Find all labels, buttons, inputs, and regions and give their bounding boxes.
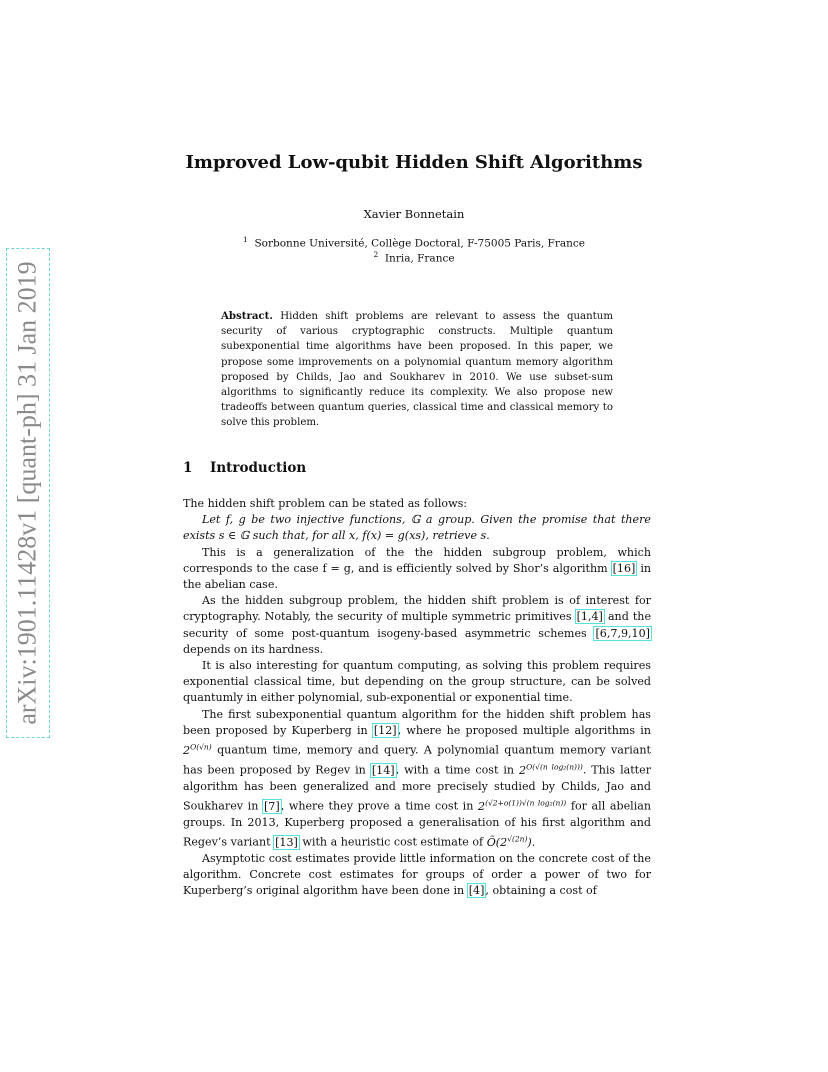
arxiv-identifier: arXiv:1901.11428v1 [quant-ph] 31 Jan 2019 xyxy=(13,261,43,725)
math-close: ). xyxy=(527,835,536,849)
body-text xyxy=(183,496,651,900)
math-base: 2 xyxy=(478,799,486,813)
affiliation-1 xyxy=(0,235,828,250)
text-span: Asymptotic cost estimates provide little information on the concrete cost of the algorithm. Concrete cost estimates for groups of order a power of two for Kuperberg’s original algorithm have been done in xyxy=(183,852,651,898)
math-expression xyxy=(519,761,583,777)
citation-link[interactable]: [7] xyxy=(263,799,280,813)
math-base: Õ(2 xyxy=(486,835,508,849)
math-base: 2 xyxy=(183,743,191,757)
paragraph: The hidden shift problem can be stated as follows: xyxy=(183,497,468,510)
paragraph xyxy=(183,593,651,658)
author-name: Xavier Bonnetain xyxy=(363,207,465,221)
paragraph xyxy=(183,707,651,851)
affiliation-2 xyxy=(0,250,828,265)
math-exponent: O(√(n log₂(n))) xyxy=(526,761,583,771)
text-span: and the security of some post-quantum isogeny-based asymmetric schemes xyxy=(183,610,652,640)
citation-link[interactable]: [4] xyxy=(468,884,485,898)
text-span: with a heuristic cost estimate of xyxy=(302,835,484,849)
section-title: Introduction xyxy=(210,460,307,476)
problem-statement: Let f, g be two injective functions, 𝔾 a group. Given the promise that there exists s ∈ 𝔾 such that, for all x, f(x) = g(xs), retrieve s. xyxy=(183,513,651,543)
affiliation-mark: 1 xyxy=(243,235,248,244)
citation-link[interactable]: [16] xyxy=(612,561,636,575)
text-span: in the abelian case. xyxy=(183,561,652,592)
citation-link[interactable]: [14] xyxy=(371,763,395,777)
paper-title: Improved Low-qubit Hidden Shift Algorithms xyxy=(185,152,643,173)
math-expression xyxy=(478,800,566,813)
text-span: quantum time, memory and query. A polynomial quantum memory variant has been proposed by Regev in xyxy=(183,743,651,777)
affiliation-mark: 2 xyxy=(373,250,379,259)
paragraph: It is also interesting for quantum computing, as solving this problem requires exponential classical time, but depending on the group structure, can be solved quantumly in either polynomial, sub-exponential or exponential time. xyxy=(183,659,651,705)
abstract-label: Abstract. xyxy=(221,310,273,322)
paragraph xyxy=(183,851,651,900)
citation-link[interactable]: [6,7,9,10] xyxy=(595,626,650,640)
affiliation-text: Inria, France xyxy=(384,252,455,265)
text-span: As the hidden subgroup problem, the hidden shift problem is of interest for cryptography. Notably, the security of multiple symmetric primitives xyxy=(183,594,651,624)
text-span: , where he proposed multiple algorithms in xyxy=(397,723,651,737)
math-exponent: (√2+o(1))√(n log₂(n)) xyxy=(485,798,567,808)
arxiv-stamp xyxy=(6,248,50,738)
math-exponent: √(2n) xyxy=(507,834,528,844)
citation-link[interactable]: [13] xyxy=(275,835,298,849)
text-span: , obtaining a cost of xyxy=(485,884,597,898)
paragraph xyxy=(183,545,651,594)
text-span: . This latter algorithm has been generalized and more precisely studied by Childs, Jao and Soukharev in xyxy=(183,763,652,813)
text-span: , with a time cost in xyxy=(395,763,515,777)
math-base: 2 xyxy=(519,763,527,777)
math-expression xyxy=(183,744,212,757)
section-heading xyxy=(183,460,306,476)
citation-link[interactable]: [1,4] xyxy=(576,610,603,624)
abstract xyxy=(221,309,613,431)
text-span: depends on its hardness. xyxy=(183,642,324,656)
math-expression xyxy=(487,836,536,849)
text-span: The first subexponential quantum algorithm for the hidden shift problem has been proposed by Kuperberg in xyxy=(183,707,651,737)
abstract-text: Hidden shift problems are relevant to assess the quantum security of various cryptographic constructs. Multiple quantum subexponential time algorithms have been proposed. In this paper, we propose some improvements on a polynomial quantum memory algorithm proposed by Childs, Jao and Soukharev in 2010. We use subset-sum algorithms to significantly reduce its complexity. We also propose new tradeoffs between quantum queries, classical time and classical memory to solve this problem. xyxy=(221,311,613,429)
citation-link[interactable]: [12] xyxy=(373,723,397,737)
affiliation-text: Sorbonne Université, Collège Doctoral, F-75005 Paris, France xyxy=(254,237,585,250)
text-span: This is a generalization of the the hidden subgroup problem, which corresponds to the case f = g, and is efficiently solved by Shor’s algorithm xyxy=(183,545,651,575)
math-exponent: O(√n) xyxy=(190,742,212,752)
text-span: , where they prove a time cost in xyxy=(280,799,474,813)
text-span: for all abelian groups. In 2013, Kuperberg proposed a generalisation of his first algorithm and Regev’s variant xyxy=(183,799,652,849)
section-number: 1 xyxy=(183,460,193,476)
